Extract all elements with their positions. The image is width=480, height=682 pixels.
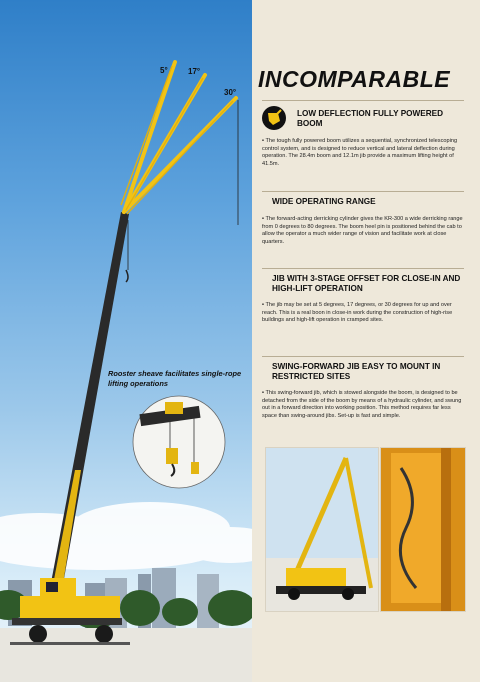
section-body-boom: • The tough fully powered boom utilizes a sequential, synchronized telescoping control system, and is designed to reduce vertical and lateral deflection during operation. The 28.4m boom and 12.1m jib provide a maximum lifting height of 41.5m. [262,138,458,167]
inset-caption: Rooster sheave facilitates single-rope lifting operations [108,369,242,388]
clouds [0,502,252,570]
hook [126,270,128,282]
divider [262,100,464,101]
crane-jib-photo [265,447,379,612]
page-title: INCOMPARABLE [258,66,451,92]
section-heading-boom: LOW DEFLECTION FULLY POWERED BOOM [297,109,444,128]
section-text-swing: This swing-forward jib, which is stowed alongside the boom, is designed to be detached from the side of the boom by means of a hydraulic cylinder, and swung out in a forward direction into working position. This method requires far less space than swing-around jibs. Set-up is fast and simple. [262,390,462,419]
divider [262,356,464,357]
angle-label-17: 17° [188,67,201,76]
section-body-swing: • This swing-forward jib, which is stowed alongside the boom, is designed to be detached from the side of the boom by means of a hydraulic cylinder, and swung out in a forward direction into working position. This method requires far less space than swing-around jibs. Set-up is fast and simple. [262,390,462,419]
angle-label-5: 5° [160,66,168,75]
divider [262,191,464,192]
section-text-boom: The tough fully powered boom utilizes a sequential, synchronized telescoping control system, and is designed to reduce vertical and lateral deflection during operation. The 28.4m boom and 12.1m jib provide a maximum lifting height of 41.5m. [262,138,458,167]
section-text-range: The forward-acting derricking cylinder gives the KR-300 a wide derricking range from 0 degrees to 80 degrees. The boom heel pin is positioned behind the cab to allow the operator a much wider range of vision and facilitate work at close quarters. [262,216,463,245]
divider [262,268,464,269]
section-heading-swing: SWING-FORWARD JIB EASY TO MOUNT IN RESTRICTED SITES [272,362,441,381]
section-heading-range: WIDE OPERATING RANGE [272,197,376,206]
section-body-range: • The forward-acting derricking cylinder gives the KR-300 a wide derricking range from 0 degrees to 80 degrees. The boom heel pin is positioned behind the cab to allow the operator a much wider range of vision and facilitate work at close quarters. [262,216,463,245]
section-heading-jib: JIB WITH 3-STAGE OFFSET FOR CLOSE-IN AND HIGH-LIFT OPERATION [272,274,461,293]
angle-label-30: 30° [224,88,237,97]
jib-mount-closeup-photo [380,447,466,612]
shovel-icon [262,106,286,130]
section-text-jib: The jib may be set at 5 degrees, 17 degrees, or 30 degrees for up and over reach. This is a real boon in close-in work during the construction of high-rise buildings and high-lift operation in cramped sites. [262,302,453,324]
section-body-jib: • The jib may be set at 5 degrees, 17 degrees, or 30 degrees for up and over reach. This is a real boon in close-in work during the construction of high-rise buildings and high-lift operation in cramped sites. [262,302,453,324]
rooster-sheave-inset [133,396,225,488]
jib-positions [124,62,236,212]
